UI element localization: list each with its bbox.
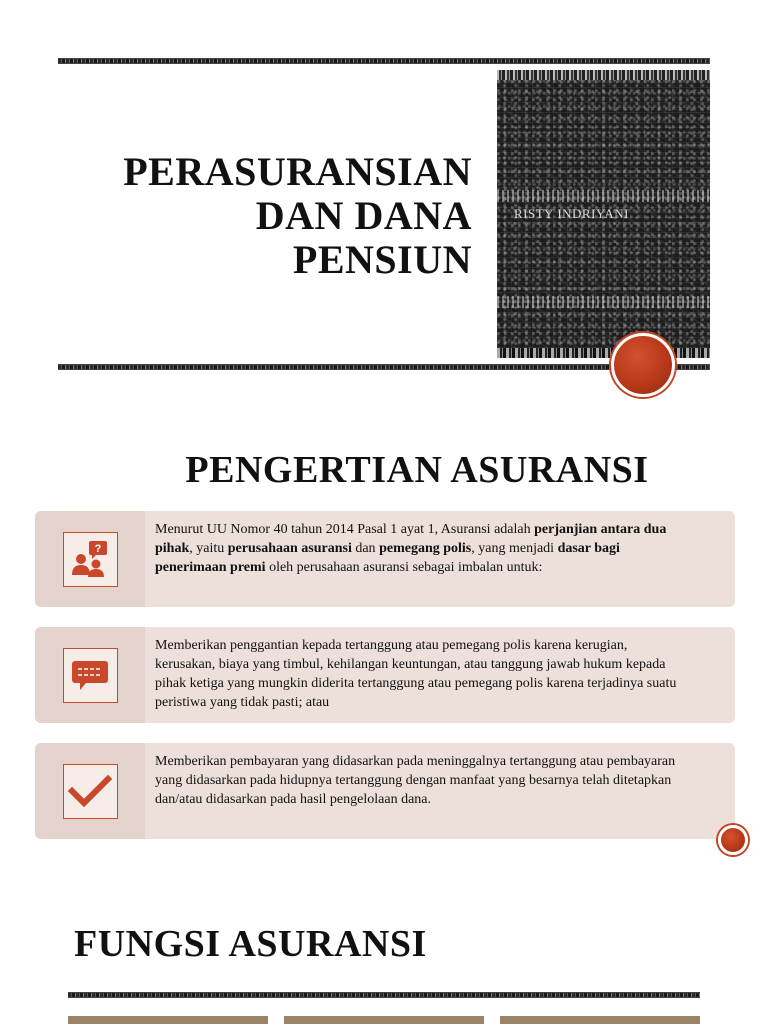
- bold-text: perjanjian antara dua pihak: [155, 522, 667, 556]
- bold-text: dasar bagi penerimaan premi: [155, 541, 620, 575]
- title-line: PENSIUN: [292, 237, 472, 282]
- text-segment: Memberikan penggantian kepada tertanggung atau pemegang polis karena kerugian, kerusakan, biaya yang timbul, kehilangan keuntungan, atau tanggung jawab hukum kepada pihak ketiga yang mungkin diderita tertanggung atau pemegang polis karena terjadinya suatu peristiwa yang tidak pasti; atau: [155, 638, 677, 710]
- image-strip: [68, 1016, 268, 1024]
- bold-text: pemegang polis: [379, 541, 472, 556]
- text-segment: Menurut UU Nomor 40 tahun 2014 Pasal 1 ayat 1, Asuransi adalah: [155, 522, 535, 537]
- slide1-top-rule: [58, 58, 710, 64]
- definition-card: [35, 627, 735, 723]
- checkmark-icon: [63, 764, 118, 819]
- card-text: [145, 511, 735, 607]
- slide3-top-rule: [68, 992, 700, 998]
- svg-text:?: ?: [94, 543, 102, 555]
- title-line: PERASURANSIAN: [123, 149, 472, 194]
- author-name: RISTY INDRIYANI: [514, 206, 629, 221]
- image-strip: [500, 1016, 700, 1024]
- title-line: DAN DANA: [255, 193, 472, 238]
- text-segment: Memberikan pembayaran yang didasarkan pada meninggalnya tertanggung atau pembayaran yang didasarkan pada hidupnya tertanggung dengan manfaat yang besarnya telah ditetapkan dan/atau didasarkan pada hasil pengelolaan dana.: [155, 754, 676, 807]
- slide3-title: FUNGSI ASURANSI: [74, 923, 427, 965]
- text-segment: dan: [351, 541, 380, 556]
- text-segment: , yang menjadi: [471, 541, 558, 556]
- image-strip: [284, 1016, 484, 1024]
- chat-bubble-icon: [63, 648, 118, 703]
- text-segment: , yaitu: [189, 541, 228, 556]
- card-text: [145, 743, 735, 839]
- bold-text: perusahaan asuransi: [227, 541, 352, 556]
- definition-card: [35, 743, 735, 839]
- decorative-circle: [611, 333, 675, 397]
- text-segment: oleh perusahaan asuransi sebagai imbalan untuk:: [265, 560, 543, 575]
- slide1-title: [52, 150, 472, 282]
- decorative-circle: [718, 825, 748, 855]
- card-text: [145, 627, 735, 723]
- definition-card: [35, 511, 735, 607]
- slide2-title: PENGERTIAN ASURANSI: [185, 449, 649, 491]
- people-question-icon: [63, 532, 118, 587]
